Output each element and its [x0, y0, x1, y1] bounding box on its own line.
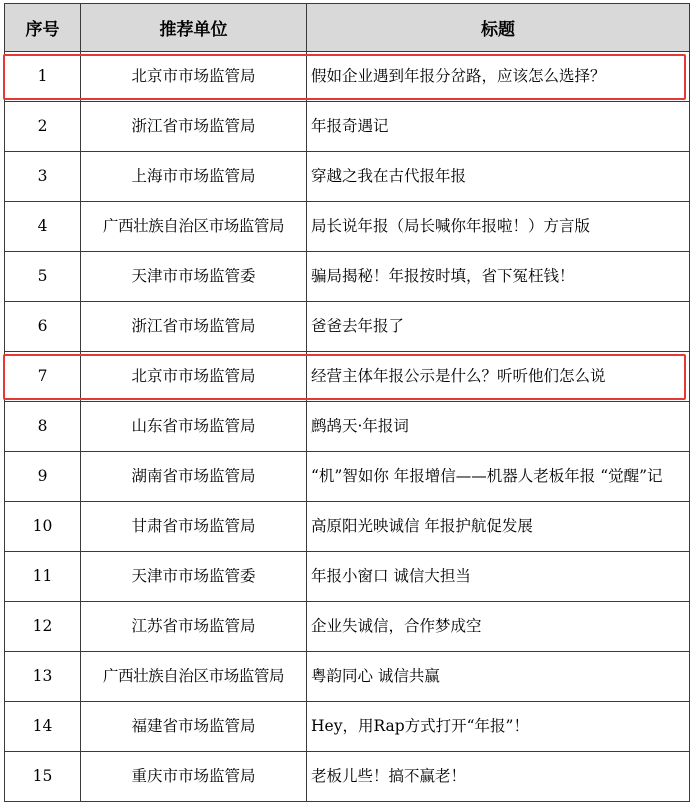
row-number: 11: [5, 552, 81, 602]
row-title: 老板儿些！搞不赢老！: [307, 752, 690, 802]
table-row: [5, 702, 690, 752]
row-title: 骗局揭秘！年报按时填，省下冤枉钱！: [307, 252, 690, 302]
recommendation-table: [4, 3, 690, 802]
row-unit: 天津市市场监管委: [81, 552, 307, 602]
row-title: 年报奇遇记: [307, 102, 690, 152]
row-unit: 福建省市场监管局: [81, 702, 307, 752]
table-row: [5, 452, 690, 502]
row-number: 6: [5, 302, 81, 352]
row-unit: 北京市市场监管局: [81, 352, 307, 402]
recommendation-table-container: [4, 3, 689, 802]
table-row: [5, 302, 690, 352]
row-title: 年报小窗口 诚信大担当: [307, 552, 690, 602]
row-unit: 广西壮族自治区市场监管局: [81, 652, 307, 702]
row-number: 8: [5, 402, 81, 452]
row-title: 局长说年报（局长喊你年报啦！）方言版: [307, 202, 690, 252]
header-title: 标题: [307, 4, 690, 52]
row-number: 2: [5, 102, 81, 152]
table-row: [5, 502, 690, 552]
row-number: 7: [5, 352, 81, 402]
row-number: 14: [5, 702, 81, 752]
row-title: 鹧鸪天·年报词: [307, 402, 690, 452]
header-unit: 推荐单位: [81, 4, 307, 52]
row-unit: 山东省市场监管局: [81, 402, 307, 452]
table-row: [5, 252, 690, 302]
row-title: 企业失诚信，合作梦成空: [307, 602, 690, 652]
row-number: 12: [5, 602, 81, 652]
table-row: [5, 202, 690, 252]
row-unit: 天津市市场监管委: [81, 252, 307, 302]
row-number: 5: [5, 252, 81, 302]
row-title: 高原阳光映诚信 年报护航促发展: [307, 502, 690, 552]
table-body: [5, 52, 690, 802]
row-unit: 上海市市场监管局: [81, 152, 307, 202]
row-unit: 江苏省市场监管局: [81, 602, 307, 652]
row-title: “机”智如你 年报增信——机器人老板年报 “觉醒”记: [307, 452, 690, 502]
table-row: [5, 752, 690, 802]
row-unit: 湖南省市场监管局: [81, 452, 307, 502]
row-unit: 甘肃省市场监管局: [81, 502, 307, 552]
row-number: 1: [5, 52, 81, 102]
row-number: 13: [5, 652, 81, 702]
row-unit: 重庆市市场监管局: [81, 752, 307, 802]
table-row: [5, 52, 690, 102]
table-header: [5, 4, 690, 52]
row-title: Hey，用Rap方式打开“年报”！: [307, 702, 690, 752]
table-row: [5, 152, 690, 202]
row-unit: 广西壮族自治区市场监管局: [81, 202, 307, 252]
table-row: [5, 652, 690, 702]
row-unit: 浙江省市场监管局: [81, 102, 307, 152]
row-number: 4: [5, 202, 81, 252]
row-number: 9: [5, 452, 81, 502]
table-row: [5, 102, 690, 152]
row-title: 假如企业遇到年报分岔路，应该怎么选择？: [307, 52, 690, 102]
row-number: 10: [5, 502, 81, 552]
table-row: [5, 402, 690, 452]
row-title: 经营主体年报公示是什么？听听他们怎么说: [307, 352, 690, 402]
table-row: [5, 352, 690, 402]
row-title: 穿越之我在古代报年报: [307, 152, 690, 202]
row-unit: 北京市市场监管局: [81, 52, 307, 102]
header-row: [5, 4, 690, 52]
row-title: 粤韵同心 诚信共赢: [307, 652, 690, 702]
table-row: [5, 552, 690, 602]
row-number: 3: [5, 152, 81, 202]
header-number: 序号: [5, 4, 81, 52]
row-number: 15: [5, 752, 81, 802]
row-title: 爸爸去年报了: [307, 302, 690, 352]
row-unit: 浙江省市场监管局: [81, 302, 307, 352]
table-row: [5, 602, 690, 652]
